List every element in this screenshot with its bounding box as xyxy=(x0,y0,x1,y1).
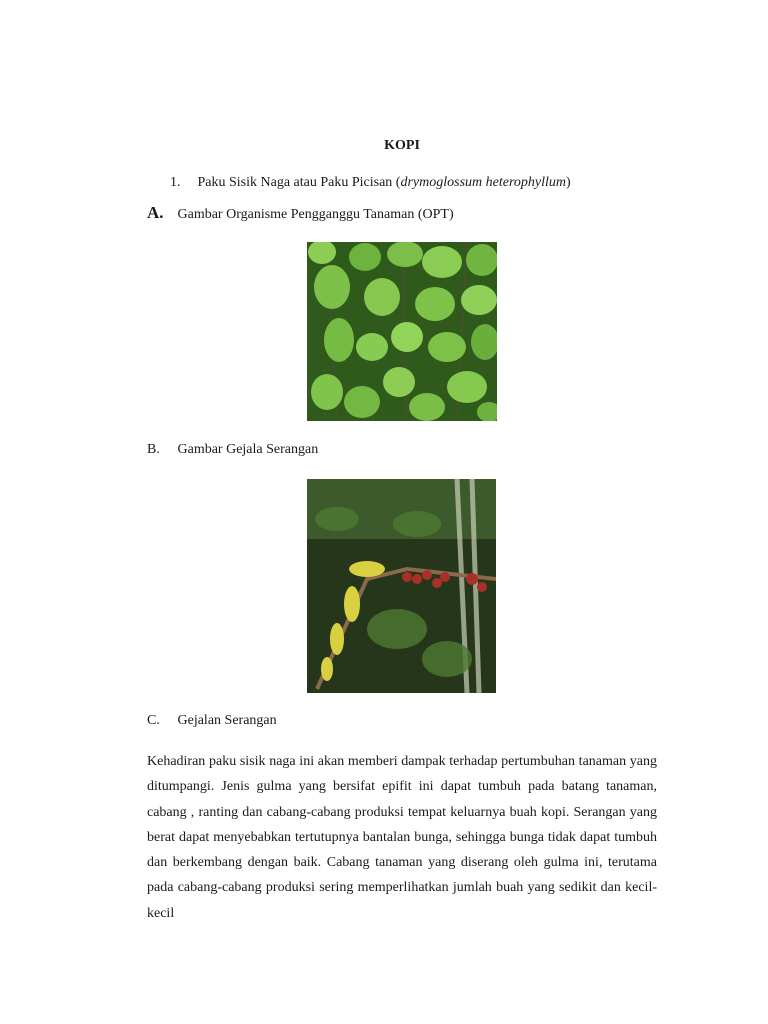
section-c-letter: C. xyxy=(147,713,160,728)
coffee-branch-photo xyxy=(307,479,496,693)
section-b-letter: B. xyxy=(147,442,160,457)
section-c-heading xyxy=(147,713,277,729)
document-title: KOPI xyxy=(384,138,420,153)
scientific-name: drymoglossum heterophyllum xyxy=(400,175,567,190)
item-number: 1. xyxy=(170,175,181,190)
section-a-text: Gambar Organisme Pengganggu Tanaman (OPT) xyxy=(177,207,454,222)
section-b-heading xyxy=(147,442,318,458)
item-text-close: ) xyxy=(566,175,571,190)
section-a-letter: A. xyxy=(147,203,164,222)
item-text: Paku Sisik Naga atau Paku Picisan ( xyxy=(197,175,401,190)
section-c-text: Gejalan Serangan xyxy=(177,713,277,728)
pest-plant-photo xyxy=(307,242,497,421)
symptom-paragraph: Kehadiran paku sisik naga ini akan memberi dampak terhadap pertumbuhan tanaman yang ditumpangi. Jenis gulma yang bersifat epifit ini dapat tumbuh pada batang tanaman, cabang , ranting dan cabang-cabang produksi tempat keluarnya buah kopi. Serangan yang berat dapat menyebabkan tertutupnya bantalan bunga, sehingga bunga tidak dapat tumbuh dan berkembang dengan baik. Cabang tanaman yang diserang oleh gulma ini, terutama pada cabang-cabang produksi sering memperlihatkan jumlah buah yang sedikit dan kecil-kecil xyxy=(147,754,657,921)
section-a-heading xyxy=(147,203,454,223)
section-b-text: Gambar Gejala Serangan xyxy=(177,442,319,457)
numbered-item-pest xyxy=(170,175,571,191)
